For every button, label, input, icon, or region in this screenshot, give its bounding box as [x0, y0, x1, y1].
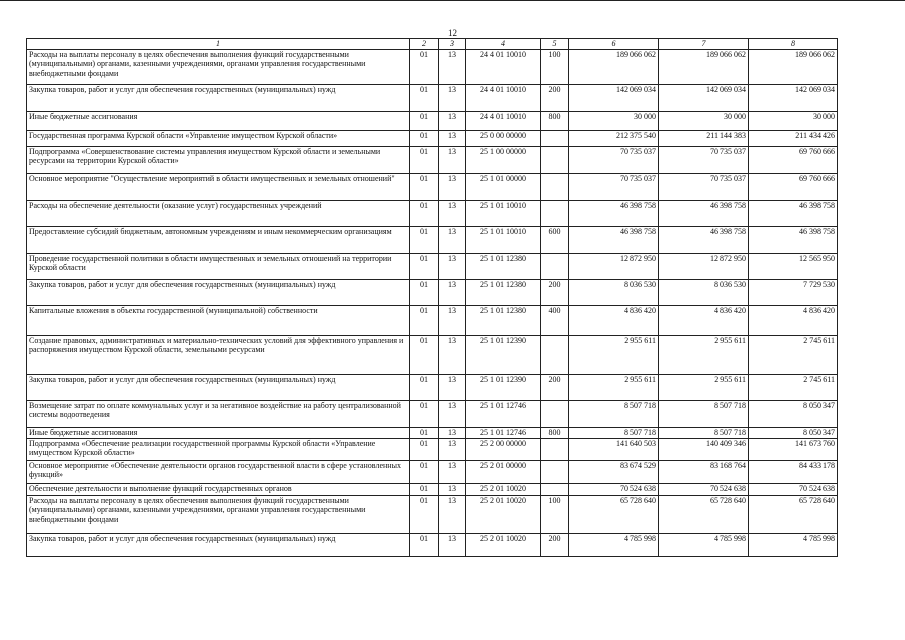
amount-col-6: 212 375 540: [569, 130, 659, 146]
subsection-code: 13: [439, 495, 466, 533]
amount-col-6: 2 955 611: [569, 335, 659, 374]
section-code: 01: [410, 200, 439, 226]
table-row: [27, 335, 838, 374]
amount-col-7: 4 836 420: [659, 305, 749, 335]
expense-type-code: [541, 146, 569, 173]
amount-col-8: 46 398 758: [749, 226, 838, 253]
amount-col-6: 70 735 037: [569, 173, 659, 200]
column-header-8: 8: [749, 39, 838, 50]
table-row: [27, 427, 838, 438]
amount-col-8: 141 673 760: [749, 438, 838, 460]
row-name: Закупка товаров, работ и услуг для обеспечения государственных (муниципальных) нужд: [27, 84, 410, 111]
amount-col-8: 30 000: [749, 111, 838, 130]
expense-type-code: [541, 400, 569, 427]
target-article-code: 25 2 01 10020: [466, 483, 541, 495]
expense-type-code: 200: [541, 374, 569, 400]
target-article-code: 25 2 01 10020: [466, 533, 541, 556]
section-code: 01: [410, 374, 439, 400]
amount-col-7: 12 872 950: [659, 253, 749, 279]
row-name: Закупка товаров, работ и услуг для обеспечения государственных (муниципальных) нужд: [27, 374, 410, 400]
column-header-2: 2: [410, 39, 439, 50]
expense-type-code: 200: [541, 84, 569, 111]
section-code: 01: [410, 305, 439, 335]
table-row: [27, 253, 838, 279]
expense-type-code: [541, 483, 569, 495]
amount-col-7: 142 069 034: [659, 84, 749, 111]
expense-type-code: [541, 173, 569, 200]
amount-col-8: 84 433 178: [749, 460, 838, 483]
page-number: 12: [448, 28, 457, 38]
row-name: Иные бюджетные ассигнования: [27, 427, 410, 438]
amount-col-7: 2 955 611: [659, 335, 749, 374]
amount-col-7: 8 507 718: [659, 427, 749, 438]
amount-col-8: 12 565 950: [749, 253, 838, 279]
subsection-code: 13: [439, 335, 466, 374]
column-header-6: 6: [569, 39, 659, 50]
subsection-code: 13: [439, 200, 466, 226]
amount-col-6: 189 066 062: [569, 49, 659, 84]
subsection-code: 13: [439, 483, 466, 495]
subsection-code: 13: [439, 111, 466, 130]
amount-col-6: 2 955 611: [569, 374, 659, 400]
amount-col-6: 70 524 638: [569, 483, 659, 495]
amount-col-8: 4 836 420: [749, 305, 838, 335]
amount-col-8: 189 066 062: [749, 49, 838, 84]
column-header-1: 1: [27, 39, 410, 50]
amount-col-6: 8 036 530: [569, 279, 659, 305]
expense-type-code: [541, 130, 569, 146]
section-code: 01: [410, 84, 439, 111]
row-name: Основное мероприятие «Обеспечение деятельности органов государственной власти в сфере установленных функций»: [27, 460, 410, 483]
expense-type-code: [541, 460, 569, 483]
target-article-code: 25 0 00 00000: [466, 130, 541, 146]
expense-type-code: 100: [541, 495, 569, 533]
subsection-code: 13: [439, 427, 466, 438]
amount-col-8: 69 760 666: [749, 146, 838, 173]
target-article-code: 25 1 01 12390: [466, 374, 541, 400]
table-row: [27, 226, 838, 253]
target-article-code: 25 1 01 10010: [466, 226, 541, 253]
table-row: [27, 305, 838, 335]
column-header-7: 7: [659, 39, 749, 50]
section-code: 01: [410, 173, 439, 200]
expense-type-code: 800: [541, 111, 569, 130]
amount-col-7: 8 507 718: [659, 400, 749, 427]
row-name: Капитальные вложения в объекты государственной (муниципальной) собственности: [27, 305, 410, 335]
section-code: 01: [410, 279, 439, 305]
section-code: 01: [410, 483, 439, 495]
subsection-code: 13: [439, 438, 466, 460]
target-article-code: 25 1 01 12380: [466, 305, 541, 335]
amount-col-8: 65 728 640: [749, 495, 838, 533]
section-code: 01: [410, 400, 439, 427]
section-code: 01: [410, 111, 439, 130]
table-row: [27, 400, 838, 427]
target-article-code: 24 4 01 10010: [466, 111, 541, 130]
table-row: [27, 460, 838, 483]
expense-type-code: 800: [541, 427, 569, 438]
expense-type-code: 100: [541, 49, 569, 84]
section-code: 01: [410, 533, 439, 556]
amount-col-8: 2 745 611: [749, 374, 838, 400]
amount-col-7: 2 955 611: [659, 374, 749, 400]
table-row: [27, 173, 838, 200]
expense-type-code: 200: [541, 279, 569, 305]
expense-type-code: [541, 438, 569, 460]
subsection-code: 13: [439, 374, 466, 400]
amount-col-6: 30 000: [569, 111, 659, 130]
amount-col-6: 142 069 034: [569, 84, 659, 111]
target-article-code: 25 1 01 10010: [466, 200, 541, 226]
amount-col-8: 7 729 530: [749, 279, 838, 305]
row-name: Расходы на выплаты персоналу в целях обеспечения выполнения функций государственными (муниципальными) органами, казенными учреждениями, органами управления государственными внебюджетными фондами: [27, 49, 410, 84]
row-name: Основное мероприятие "Осуществление мероприятий в области имущественных и земельных отношений": [27, 173, 410, 200]
amount-col-7: 70 524 638: [659, 483, 749, 495]
row-name: Расходы на выплаты персоналу в целях обеспечения выполнения функций государственными (муниципальными) органами, казенными учреждениями, органами управления государственными внебюджетными фондами: [27, 495, 410, 533]
target-article-code: 25 2 00 00000: [466, 438, 541, 460]
expense-type-code: 400: [541, 305, 569, 335]
row-name: Закупка товаров, работ и услуг для обеспечения государственных (муниципальных) нужд: [27, 279, 410, 305]
amount-col-8: 211 434 426: [749, 130, 838, 146]
row-name: Расходы на обеспечение деятельности (оказание услуг) государственных учреждений: [27, 200, 410, 226]
row-name: Подпрограмма «Обеспечение реализации государственной программы Курской области «Управление имуществом Курской области»: [27, 438, 410, 460]
amount-col-7: 65 728 640: [659, 495, 749, 533]
expense-type-code: [541, 335, 569, 374]
expense-type-code: 200: [541, 533, 569, 556]
amount-col-7: 4 785 998: [659, 533, 749, 556]
subsection-code: 13: [439, 226, 466, 253]
table-row: [27, 111, 838, 130]
target-article-code: 25 1 01 12746: [466, 400, 541, 427]
amount-col-7: 70 735 037: [659, 146, 749, 173]
amount-col-6: 46 398 758: [569, 226, 659, 253]
table-row: [27, 146, 838, 173]
table-row: [27, 483, 838, 495]
row-name: Возмещение затрат по оплате коммунальных услуг и за негативное воздействие на работу централизованной системы водоотведения: [27, 400, 410, 427]
target-article-code: 25 1 01 12380: [466, 253, 541, 279]
table-row: [27, 130, 838, 146]
section-code: 01: [410, 226, 439, 253]
amount-col-7: 83 168 764: [659, 460, 749, 483]
amount-col-6: 4 785 998: [569, 533, 659, 556]
amount-col-6: 12 872 950: [569, 253, 659, 279]
target-article-code: 25 1 01 12390: [466, 335, 541, 374]
row-name: Создание правовых, административных и материально-технических условий для эффективного управления и распоряжения имуществом Курской области, земельными ресурсами: [27, 335, 410, 374]
table-row: [27, 495, 838, 533]
row-name: Предоставление субсидий бюджетным, автономным учреждениям и иным некоммерческим организациям: [27, 226, 410, 253]
target-article-code: 25 1 01 12746: [466, 427, 541, 438]
subsection-code: 13: [439, 460, 466, 483]
amount-col-7: 8 036 530: [659, 279, 749, 305]
amount-col-6: 4 836 420: [569, 305, 659, 335]
amount-col-8: 46 398 758: [749, 200, 838, 226]
row-name: Государственная программа Курской области «Управление имуществом Курской области»: [27, 130, 410, 146]
subsection-code: 13: [439, 400, 466, 427]
amount-col-8: 2 745 611: [749, 335, 838, 374]
subsection-code: 13: [439, 173, 466, 200]
amount-col-6: 8 507 718: [569, 427, 659, 438]
subsection-code: 13: [439, 253, 466, 279]
row-name: Подпрограмма «Совершенствование системы управления имуществом Курской области и земельными ресурсами на территории Курской области»: [27, 146, 410, 173]
target-article-code: 24 4 01 10010: [466, 49, 541, 84]
amount-col-8: 4 785 998: [749, 533, 838, 556]
expense-type-code: [541, 253, 569, 279]
expense-type-code: [541, 200, 569, 226]
table-row: [27, 438, 838, 460]
table-row: [27, 533, 838, 556]
table-row: [27, 279, 838, 305]
target-article-code: 25 1 01 12380: [466, 279, 541, 305]
table-row: [27, 374, 838, 400]
row-name: Обеспечение деятельности и выполнение функций государственных органов: [27, 483, 410, 495]
target-article-code: 25 2 01 10020: [466, 495, 541, 533]
amount-col-6: 83 674 529: [569, 460, 659, 483]
section-code: 01: [410, 335, 439, 374]
section-code: 01: [410, 495, 439, 533]
row-name: Закупка товаров, работ и услуг для обеспечения государственных (муниципальных) нужд: [27, 533, 410, 556]
subsection-code: 13: [439, 84, 466, 111]
section-code: 01: [410, 130, 439, 146]
section-code: 01: [410, 49, 439, 84]
amount-col-7: 46 398 758: [659, 226, 749, 253]
amount-col-6: 141 640 503: [569, 438, 659, 460]
amount-col-6: 8 507 718: [569, 400, 659, 427]
table-row: [27, 49, 838, 84]
subsection-code: 13: [439, 49, 466, 84]
amount-col-8: 8 050 347: [749, 400, 838, 427]
target-article-code: 25 1 01 00000: [466, 173, 541, 200]
amount-col-6: 46 398 758: [569, 200, 659, 226]
table-row: [27, 200, 838, 226]
section-code: 01: [410, 438, 439, 460]
amount-col-7: 140 409 346: [659, 438, 749, 460]
amount-col-6: 70 735 037: [569, 146, 659, 173]
amount-col-8: 142 069 034: [749, 84, 838, 111]
section-code: 01: [410, 253, 439, 279]
target-article-code: 25 1 00 00000: [466, 146, 541, 173]
amount-col-7: 30 000: [659, 111, 749, 130]
subsection-code: 13: [439, 305, 466, 335]
subsection-code: 13: [439, 279, 466, 305]
column-header-4: 4: [466, 39, 541, 50]
target-article-code: 24 4 01 10010: [466, 84, 541, 111]
amount-col-7: 189 066 062: [659, 49, 749, 84]
section-code: 01: [410, 460, 439, 483]
amount-col-8: 69 760 666: [749, 173, 838, 200]
subsection-code: 13: [439, 146, 466, 173]
table-row: [27, 84, 838, 111]
budget-table: [26, 38, 838, 557]
header-row: [27, 39, 838, 50]
subsection-code: 13: [439, 533, 466, 556]
column-header-3: 3: [439, 39, 466, 50]
top-border-line: [0, 0, 905, 1]
table-body: [27, 49, 838, 556]
amount-col-7: 70 735 037: [659, 173, 749, 200]
section-code: 01: [410, 427, 439, 438]
target-article-code: 25 2 01 00000: [466, 460, 541, 483]
amount-col-6: 65 728 640: [569, 495, 659, 533]
amount-col-8: 70 524 638: [749, 483, 838, 495]
column-header-5: 5: [541, 39, 569, 50]
row-name: Иные бюджетные ассигнования: [27, 111, 410, 130]
expense-type-code: 600: [541, 226, 569, 253]
row-name: Проведение государственной политики в области имущественных и земельных отношений на территории Курской области: [27, 253, 410, 279]
section-code: 01: [410, 146, 439, 173]
amount-col-7: 46 398 758: [659, 200, 749, 226]
amount-col-7: 211 144 383: [659, 130, 749, 146]
subsection-code: 13: [439, 130, 466, 146]
amount-col-8: 8 050 347: [749, 427, 838, 438]
